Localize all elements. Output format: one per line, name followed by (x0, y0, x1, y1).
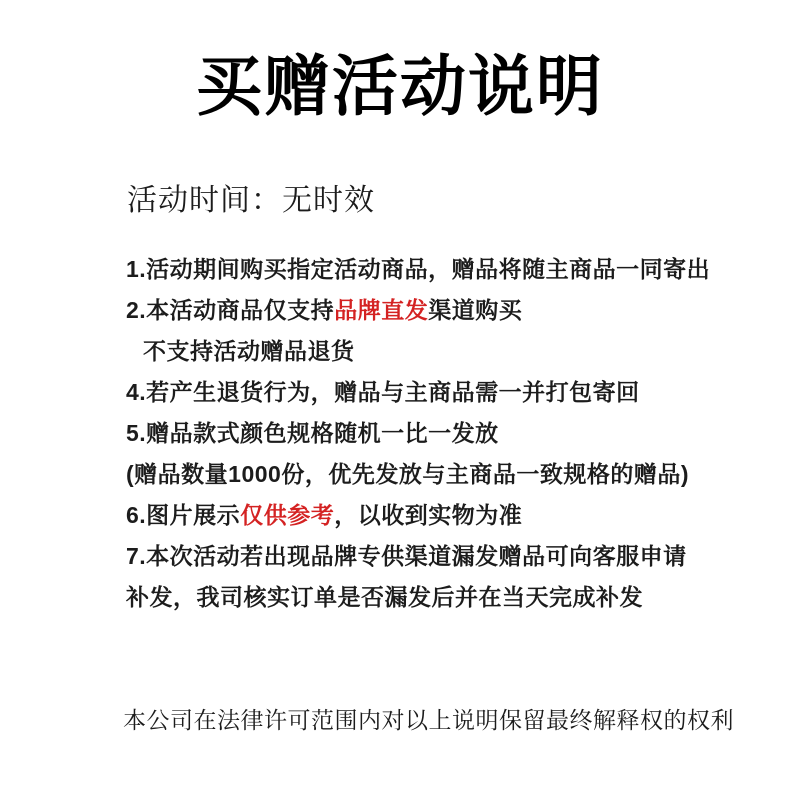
highlight-reference-only: 仅供参考 (240, 501, 335, 528)
note-text: 5.赠品款式颜色规格随机一比一发放 (126, 419, 499, 446)
note-text: 1.活动期间购买指定活动商品，赠品将随主商品一同寄出 (126, 255, 711, 282)
note-text: 7.本次活动若出现品牌专供渠道漏发赠品可向客服申请 (126, 542, 687, 569)
note-line-4 (126, 380, 740, 404)
notes-list (126, 257, 740, 609)
note-text: 补发，我司核实订单是否漏发后并在当天完成补发 (126, 583, 643, 610)
note-line-2 (126, 298, 740, 322)
note-line-7 (126, 503, 740, 527)
note-line-5 (126, 421, 740, 445)
page-title: 买赠活动说明 (196, 49, 604, 123)
note-line-1 (126, 257, 740, 281)
note-text: 2.本活动商品仅支持 (126, 296, 335, 323)
note-text: 渠道购买 (428, 296, 523, 323)
highlight-brand-direct: 品牌直发 (334, 296, 429, 323)
note-line-6 (126, 462, 740, 486)
note-text: (赠品数量1000份，优先发放与主商品一致规格的赠品) (126, 460, 689, 487)
activity-time: 活动时间：无时效 (127, 183, 375, 217)
note-text: 4.若产生退货行为，赠品与主商品需一并打包寄回 (126, 378, 640, 405)
note-text: 不支持活动赠品退货 (143, 337, 355, 364)
note-line-9 (126, 585, 740, 609)
note-line-8 (126, 544, 740, 568)
note-line-3 (126, 339, 740, 363)
note-text: ，以收到实物为准 (334, 501, 523, 528)
legal-disclaimer: 本公司在法律许可范围内对以上说明保留最终解释权的权利 (123, 707, 734, 733)
note-text: 6.图片展示 (126, 501, 241, 528)
